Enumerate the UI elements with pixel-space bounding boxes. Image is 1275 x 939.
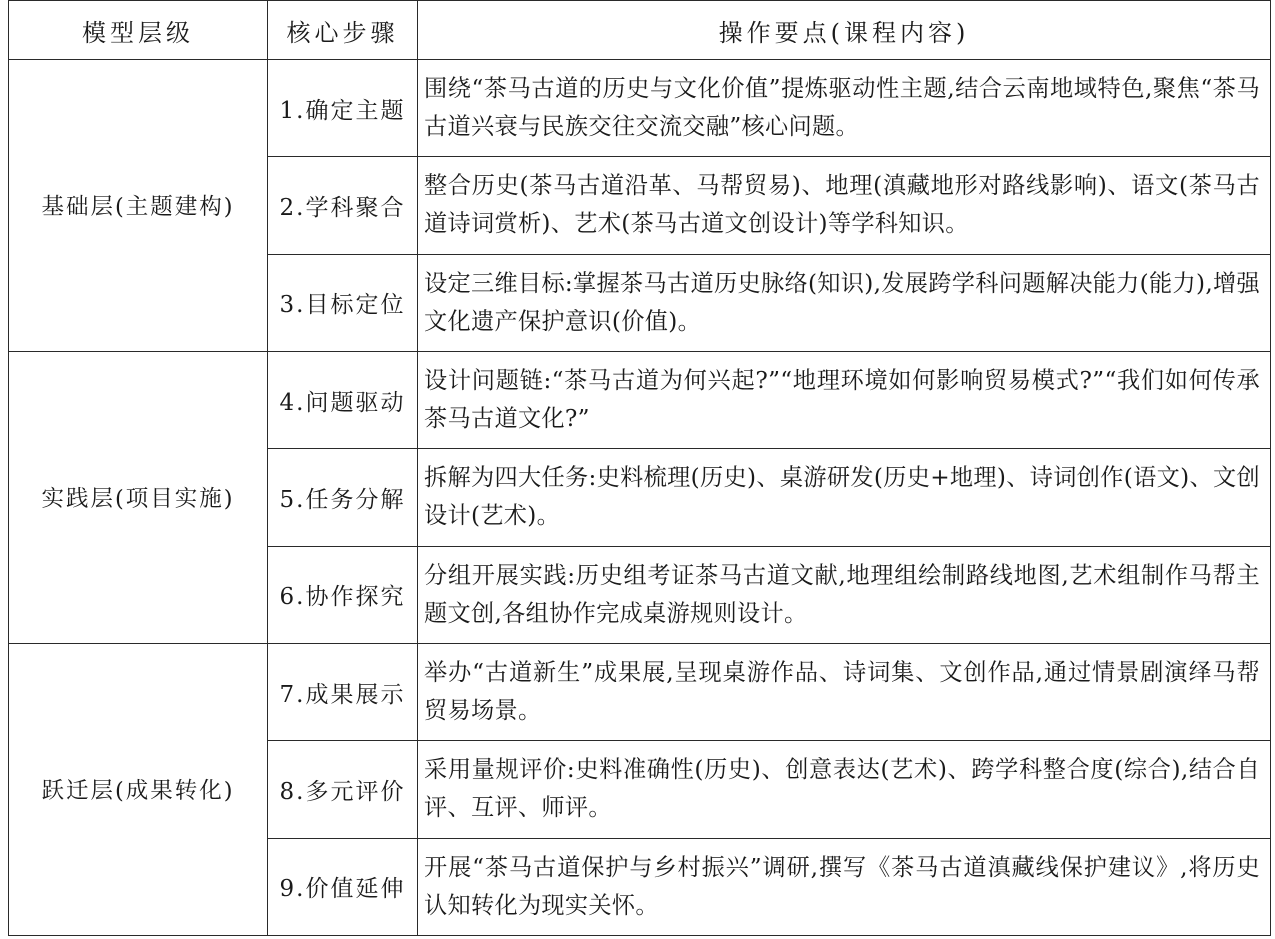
header-level: 模型层级 xyxy=(9,1,268,60)
content-cell: 设定三维目标:掌握茶马古道历史脉络(知识),发展跨学科问题解决能力(能力),增强文化遗产保护意识(价值)。 xyxy=(418,254,1271,351)
step-cell: 9.价值延伸 xyxy=(268,838,418,935)
step-cell: 7.成果展示 xyxy=(268,643,418,740)
level-cell-foundation: 基础层(主题建构) xyxy=(9,60,268,352)
header-step: 核心步骤 xyxy=(268,1,418,60)
content-cell: 开展“茶马古道保护与乡村振兴”调研,撰写《茶马古道滇藏线保护建议》,将历史认知转化为现实关怀。 xyxy=(418,838,1271,935)
header-row xyxy=(9,1,1271,60)
table-row xyxy=(9,351,1271,448)
content-cell: 采用量规评价:史料准确性(历史)、创意表达(艺术)、跨学科整合度(综合),结合自评、互评、师评。 xyxy=(418,741,1271,838)
content-cell: 分组开展实践:历史组考证茶马古道文献,地理组绘制路线地图,艺术组制作马帮主题文创,各组协作完成桌游规则设计。 xyxy=(418,546,1271,643)
table-row xyxy=(9,60,1271,157)
step-cell: 8.多元评价 xyxy=(268,741,418,838)
step-cell: 4.问题驱动 xyxy=(268,351,418,448)
level-cell-practice: 实践层(项目实施) xyxy=(9,351,268,643)
step-cell: 2.学科聚合 xyxy=(268,157,418,254)
model-table xyxy=(8,0,1271,936)
content-cell: 围绕“茶马古道的历史与文化价值”提炼驱动性主题,结合云南地域特色,聚焦“茶马古道兴衰与民族交往交流交融”核心问题。 xyxy=(418,60,1271,157)
table-row xyxy=(9,643,1271,740)
step-cell: 5.任务分解 xyxy=(268,449,418,546)
content-cell: 拆解为四大任务:史料梳理(历史)、桌游研发(历史+地理)、诗词创作(语文)、文创设计(艺术)。 xyxy=(418,449,1271,546)
content-cell: 设计问题链:“茶马古道为何兴起?”“地理环境如何影响贸易模式?”“我们如何传承茶马古道文化?” xyxy=(418,351,1271,448)
content-cell: 举办“古道新生”成果展,呈现桌游作品、诗词集、文创作品,通过情景剧演绎马帮贸易场景。 xyxy=(418,643,1271,740)
step-cell: 1.确定主题 xyxy=(268,60,418,157)
step-cell: 3.目标定位 xyxy=(268,254,418,351)
level-cell-transition: 跃迁层(成果转化) xyxy=(9,643,268,935)
step-cell: 6.协作探究 xyxy=(268,546,418,643)
content-cell: 整合历史(茶马古道沿革、马帮贸易)、地理(滇藏地形对路线影响)、语文(茶马古道诗词赏析)、艺术(茶马古道文创设计)等学科知识。 xyxy=(418,157,1271,254)
header-content: 操作要点(课程内容) xyxy=(418,1,1271,60)
